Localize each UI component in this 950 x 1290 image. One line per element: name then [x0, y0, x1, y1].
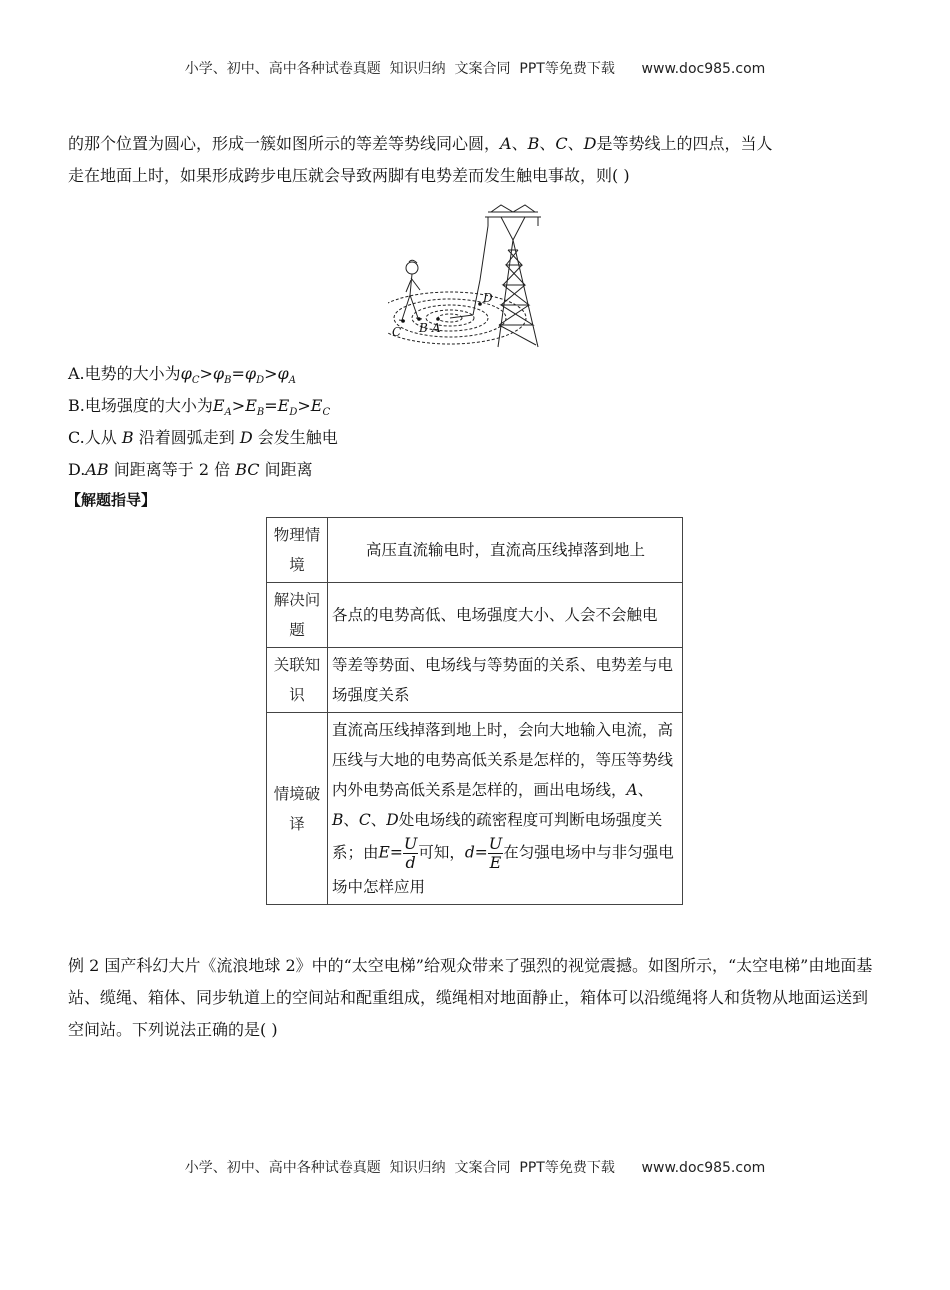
- row-key: 物理情境: [267, 518, 328, 583]
- fraction-u-over-e: $\frac{U}{E}$: [488, 834, 503, 872]
- table-row: [267, 518, 683, 583]
- intro-paragraph: 的那个位置为圆心，形成一簇如图所示的等差等势线同心圆，A、B、C、D是等势线上的四点，当人 走在地面上时，如果形成跨步电压就会导致两脚有电势差而发生触电事故，则( ): [68, 134, 773, 185]
- guide-title: 【解题指导】: [66, 491, 157, 509]
- example-2-paragraph: 例 2 国产科幻大片《流浪地球 2》中的“太空电梯”给观众带来了强烈的视觉震撼。如图所示，“太空电梯”由地面基站、缆绳、箱体、同步轨道上的空间站和配重组成，缆绳相对地面静止，箱体可以沿缆绳将人和货物从地面运送到空间站。下列说法正确的是( ): [68, 956, 873, 1039]
- row-key: 情境破译: [267, 713, 328, 905]
- label-b: B: [419, 321, 428, 335]
- label-c: C: [392, 325, 402, 339]
- row-key: 关联知识: [267, 648, 328, 713]
- page-footer: 小学、初中、高中各种试卷真题 知识归纳 文案合同 PPT等免费下载 www.doc985.com: [184, 1160, 766, 1176]
- table-row: [267, 583, 683, 648]
- row-value: 直流高压线掉落到地上时，会向大地输入电流，高压线与大地的电势高低关系是怎样的，等压等势线内外电势高低关系是怎样的，画出电场线，A、B、C、D处电场线的疏密程度可判断电场强度关系；由E= $\frac{U}{d}$ 可知，d= $\frac{U}{E}$ 在匀强电场中与非匀强电场中怎样应用: [328, 713, 683, 905]
- label-a: A: [432, 321, 441, 335]
- power-tower-figure: [388, 200, 548, 348]
- row-value: 各点的电势高低、电场强度大小、人会不会触电: [328, 583, 683, 648]
- row-value: 等差等势面、电场线与等势面的关系、电势差与电场强度关系: [328, 648, 683, 713]
- label-d: D: [483, 291, 493, 305]
- table-row: [267, 713, 683, 905]
- intro-line1b: 是等势线上的四点，当人: [596, 134, 773, 153]
- option-a: A.电势的大小为$\varphi_C>\varphi_B=\varphi_D>\varphi_A$: [68, 364, 296, 387]
- fraction-u-over-d: $\frac{U}{d}$: [403, 834, 418, 872]
- option-b: B.电场强度的大小为$E_A>E_B=E_D>E_C$: [68, 396, 331, 419]
- table-row: [267, 648, 683, 713]
- row-key: 解决问题: [267, 583, 328, 648]
- intro-line1a: 的那个位置为圆心，形成一簇如图所示的等差等势线同心圆，: [68, 134, 501, 153]
- row-value: 高压直流输电时，直流高压线掉落到地上: [328, 518, 683, 583]
- guide-table: [266, 517, 683, 905]
- intro-line2: 走在地面上时，如果形成跨步电压就会导致两脚有电势差而发生触电事故，则( ): [68, 166, 630, 185]
- option-d: D.AB 间距离等于 2 倍 BC 间距离: [68, 460, 313, 479]
- page-header: 小学、初中、高中各种试卷真题 知识归纳 文案合同 PPT等免费下载 www.doc985.com: [184, 61, 766, 77]
- option-c: C.人从 B 沿着圆弧走到 D 会发生触电: [68, 428, 338, 447]
